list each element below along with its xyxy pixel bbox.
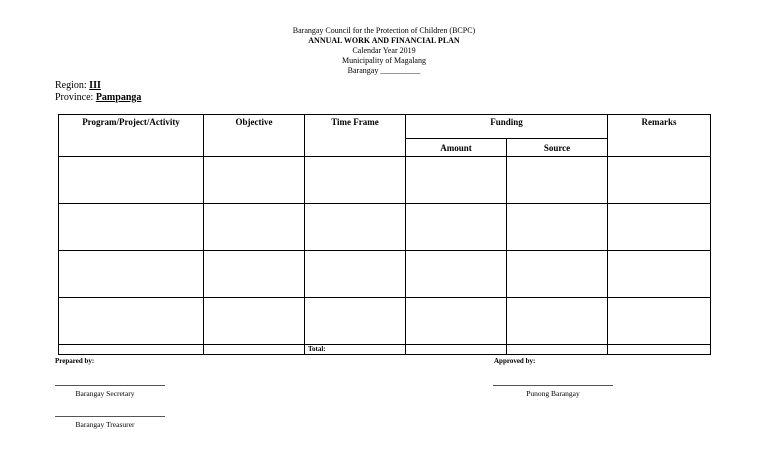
table-row	[59, 298, 711, 345]
col-header-amount: Amount	[406, 139, 507, 157]
total-amount-cell[interactable]	[406, 345, 507, 355]
col-header-time-frame: Time Frame	[305, 115, 406, 157]
table-cell[interactable]	[204, 157, 305, 204]
table-cell[interactable]	[608, 251, 711, 298]
secretary-name: Barangay Secretary	[75, 389, 135, 398]
table-header-row	[59, 115, 711, 139]
region-label: Region:	[55, 80, 87, 91]
table-cell[interactable]	[204, 204, 305, 251]
table-cell[interactable]	[305, 251, 406, 298]
table-cell[interactable]	[507, 251, 608, 298]
table-total-row	[59, 345, 711, 355]
table-cell[interactable]	[507, 298, 608, 345]
punong-signature-line	[493, 385, 613, 386]
header-municipality: Municipality of Magalang	[342, 56, 426, 65]
location-meta	[55, 80, 141, 104]
table-cell[interactable]	[406, 157, 507, 204]
table-cell[interactable]	[59, 298, 204, 345]
table-row	[59, 157, 711, 204]
table-cell[interactable]	[608, 157, 711, 204]
table-cell	[608, 345, 711, 355]
treasurer-name: Barangay Treasurer	[75, 420, 135, 429]
region-value: III	[89, 80, 101, 91]
col-header-remarks: Remarks	[608, 115, 711, 157]
table-row	[59, 251, 711, 298]
secretary-signature-line	[55, 385, 165, 386]
approved-by-label: Approved by:	[494, 357, 536, 365]
table-cell[interactable]	[507, 204, 608, 251]
punong-name: Punong Barangay	[526, 389, 580, 398]
document-header	[0, 26, 768, 76]
total-label: Total:	[305, 345, 406, 355]
work-plan-table	[58, 114, 711, 355]
table-cell[interactable]	[59, 157, 204, 204]
table-cell	[59, 345, 204, 355]
table-cell[interactable]	[305, 157, 406, 204]
table-cell[interactable]	[406, 298, 507, 345]
table-cell[interactable]	[305, 204, 406, 251]
table-cell[interactable]	[406, 204, 507, 251]
prepared-by-label: Prepared by:	[55, 357, 95, 365]
col-header-program: Program/Project/Activity	[59, 115, 204, 157]
table-cell[interactable]	[204, 298, 305, 345]
table-cell[interactable]	[608, 204, 711, 251]
table-cell[interactable]	[507, 157, 608, 204]
table-row	[59, 204, 711, 251]
table-cell	[204, 345, 305, 355]
header-calendar-year: Calendar Year 2019	[352, 46, 416, 55]
col-header-funding: Funding	[406, 115, 608, 139]
treasurer-signature-line	[55, 416, 165, 417]
header-plan-title: ANNUAL WORK AND FINANCIAL PLAN	[308, 36, 460, 45]
region-line	[55, 80, 141, 92]
table-cell	[507, 345, 608, 355]
col-header-objective: Objective	[204, 115, 305, 157]
table-cell[interactable]	[305, 298, 406, 345]
province-label: Province:	[55, 92, 94, 103]
table-cell[interactable]	[59, 204, 204, 251]
province-value: Pampanga	[95, 92, 142, 103]
table-cell[interactable]	[406, 251, 507, 298]
table-cell[interactable]	[608, 298, 711, 345]
header-council-line: Barangay Council for the Protection of Children (BCPC)	[292, 26, 476, 35]
col-header-source: Source	[507, 139, 608, 157]
header-barangay: Barangay __________	[347, 66, 421, 75]
province-line	[55, 92, 141, 104]
table-cell[interactable]	[204, 251, 305, 298]
table-cell[interactable]	[59, 251, 204, 298]
